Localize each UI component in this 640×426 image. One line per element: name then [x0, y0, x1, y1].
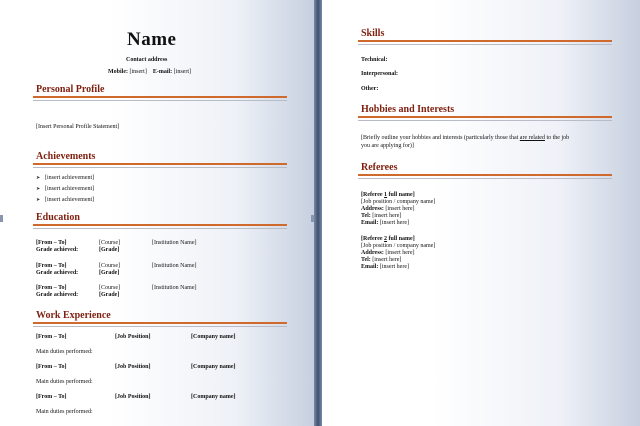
- arrow-bullet-icon: ➤: [36, 198, 41, 203]
- document-page-right[interactable]: [322, 0, 640, 426]
- education-dates: [From – To]: [36, 263, 67, 269]
- referee-name: [Referee 1 full name]: [361, 192, 415, 198]
- education-course: [Course]: [99, 285, 120, 291]
- profile-statement: [Insert Personal Profile Statement]: [36, 124, 120, 130]
- work-duties: Main duties performed:: [36, 349, 93, 355]
- list-item: ➤ [insert achievement]: [36, 197, 95, 203]
- education-dates: [From – To]: [36, 240, 67, 246]
- grade-value: [Grade]: [99, 292, 120, 298]
- mobile-label: Mobile:: [108, 69, 128, 75]
- work-duties: Main duties performed:: [36, 379, 93, 385]
- work-company: [Company name]: [191, 394, 236, 400]
- education-institution: [Institution Name]: [152, 240, 197, 246]
- mobile-value: [insert]: [129, 69, 147, 75]
- email-label: E-mail:: [152, 69, 173, 75]
- education-heading: Education: [36, 212, 80, 223]
- page-gutter: [314, 0, 322, 426]
- education-institution: [Institution Name]: [152, 263, 197, 269]
- grade-value: [Grade]: [99, 247, 120, 253]
- work-dates: [From – To]: [36, 364, 67, 370]
- skills-other: Other:: [361, 86, 379, 92]
- skills-technical: Technical:: [361, 57, 388, 63]
- education-course: [Course]: [99, 263, 120, 269]
- referees-heading: Referees: [361, 162, 398, 173]
- grade-label: Grade achieved:: [36, 270, 79, 276]
- achievements-heading: Achievements: [36, 151, 96, 162]
- grade-label: Grade achieved:: [36, 292, 79, 298]
- document-page-left[interactable]: [0, 0, 314, 426]
- education-course: [Course]: [99, 240, 120, 246]
- referee-address: Address: [insert here]: [361, 206, 415, 212]
- referee-name: [Referee 2 full name]: [361, 236, 415, 242]
- education-institution: [Institution Name]: [152, 285, 197, 291]
- personal-profile-heading: Personal Profile: [36, 84, 105, 95]
- contact-line: [108, 69, 191, 75]
- referee-position: [Job position / company name]: [361, 199, 436, 205]
- margin-marker: [0, 215, 3, 222]
- work-position: [Job Position]: [115, 364, 151, 370]
- education-dates: [From – To]: [36, 285, 67, 291]
- work-company: [Company name]: [191, 334, 236, 340]
- spellcheck-underline: are related: [519, 135, 545, 141]
- hobbies-heading: Hobbies and Interests: [361, 104, 455, 115]
- referee-email: Email: [insert here]: [361, 264, 409, 270]
- resume-name: Name: [127, 29, 177, 50]
- work-dates: [From – To]: [36, 394, 67, 400]
- arrow-bullet-icon: ➤: [36, 176, 41, 181]
- grade-label: Grade achieved:: [36, 247, 79, 253]
- referee-email: Email: [insert here]: [361, 220, 409, 226]
- list-item: ➤ [insert achievement]: [36, 175, 95, 181]
- arrow-bullet-icon: ➤: [36, 187, 41, 192]
- work-experience-heading: Work Experience: [36, 310, 111, 321]
- work-dates: [From – To]: [36, 334, 67, 340]
- work-company: [Company name]: [191, 364, 236, 370]
- hobbies-text-line-1: [Briefly outline your hobbies and interests (particularly those that are related to the job: [361, 135, 570, 141]
- referee-tel: Tel: [insert here]: [361, 213, 402, 219]
- work-duties: Main duties performed:: [36, 409, 93, 415]
- skills-heading: Skills: [361, 28, 385, 39]
- work-position: [Job Position]: [115, 394, 151, 400]
- contact-address: Contact address: [126, 57, 168, 63]
- referee-tel: Tel: [insert here]: [361, 257, 402, 263]
- referee-position: [Job position / company name]: [361, 243, 436, 249]
- skills-interpersonal: Interpersonal:: [361, 71, 398, 77]
- grade-value: [Grade]: [99, 270, 120, 276]
- list-item: ➤ [insert achievement]: [36, 186, 95, 192]
- hobbies-text-line-2: you are applying for)]: [361, 143, 414, 149]
- work-position: [Job Position]: [115, 334, 151, 340]
- email-value: [insert]: [173, 69, 191, 75]
- referee-address: Address: [insert here]: [361, 250, 415, 256]
